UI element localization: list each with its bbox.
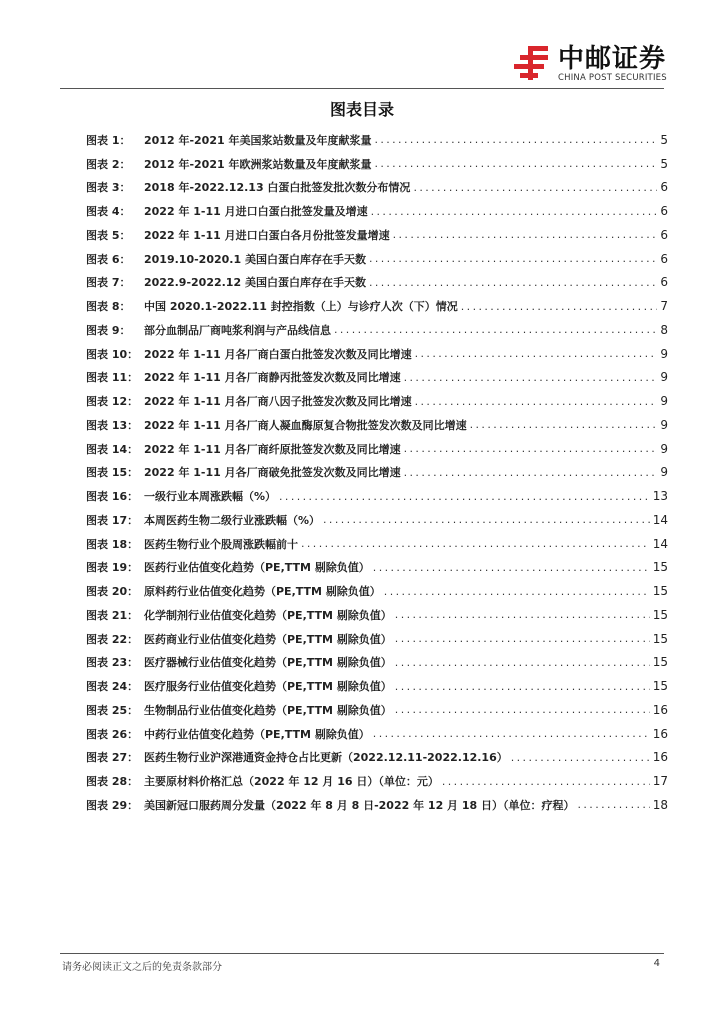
toc-entry-title: 2019.10-2020.1 美国白蛋白库存在手天数 xyxy=(144,252,366,266)
toc-dot-leader xyxy=(404,372,658,383)
toc-entry-page: 9 xyxy=(660,417,668,432)
toc-entry-page: 5 xyxy=(660,156,668,171)
toc-dot-leader xyxy=(279,491,650,502)
toc-entry[interactable] xyxy=(86,223,668,247)
toc-entry-title: 2022 年 1-11 月进口白蛋白各月份批签发量增速 xyxy=(144,228,390,242)
toc-entry[interactable] xyxy=(86,437,668,461)
toc-dot-leader xyxy=(395,657,650,668)
toc-entry-number: 图表 10： xyxy=(86,347,139,361)
toc-entry-title: 化学制剂行业估值变化趋势（PE,TTM 剔除负值） xyxy=(144,608,392,622)
toc-entry[interactable] xyxy=(86,746,668,770)
toc-entry[interactable] xyxy=(86,318,668,342)
toc-entry-page: 8 xyxy=(660,322,668,337)
toc-dot-leader xyxy=(442,776,650,787)
toc-entry[interactable] xyxy=(86,579,668,603)
toc-entry-title: 2022 年 1-11 月各厂商破免批签发次数及同比增速 xyxy=(144,466,401,480)
footer-disclaimer: 请务必阅读正文之后的免责条款部分 xyxy=(62,962,222,973)
toc-entry-page: 15 xyxy=(652,679,668,694)
toc-entry[interactable] xyxy=(86,294,668,318)
toc-entry-title: 中国 2020.1-2022.11 封控指数（上）与诊疗人次（下）情况 xyxy=(144,300,458,314)
toc-entry-page: 6 xyxy=(660,204,668,219)
toc-entry-title: 2022.9-2022.12 美国白蛋白库存在手天数 xyxy=(144,276,366,290)
toc-entry-title: 美国新冠口服药周分发量（2022 年 8 月 8 日-2022 年 12 月 18 日）（单位：疗程） xyxy=(144,798,575,812)
toc-entry-title: 2022 年 1-11 月各厂商静丙批签发次数及同比增速 xyxy=(144,371,401,385)
toc-entry-page: 15 xyxy=(652,655,668,670)
toc-entry-page: 6 xyxy=(660,180,668,195)
toc-dot-leader xyxy=(301,538,650,549)
toc-entry-title: 2022 年 1-11 月各厂商八因子批签发次数及同比增速 xyxy=(144,395,412,409)
toc-entry-number: 图表 12： xyxy=(86,395,139,409)
toc-entry[interactable] xyxy=(86,389,668,413)
toc-entry-number: 图表 11： xyxy=(86,371,139,385)
toc-entry-number: 图表 13： xyxy=(86,418,139,432)
toc-entry-number: 图表 21： xyxy=(86,608,139,622)
toc-entry-number: 图表 20： xyxy=(86,585,139,599)
toc-entry-page: 15 xyxy=(652,631,668,646)
toc-entry-page: 18 xyxy=(652,797,668,812)
toc-dot-leader xyxy=(373,728,650,739)
toc-entry-page: 6 xyxy=(660,275,668,290)
toc-dot-leader xyxy=(334,324,657,335)
toc-entry-page: 14 xyxy=(652,512,668,527)
toc-entry-number: 图表 27： xyxy=(86,751,139,765)
toc-entry-number: 图表 3： xyxy=(86,181,131,195)
footer-divider xyxy=(60,953,664,954)
toc-entry-number: 图表 15： xyxy=(86,466,139,480)
toc-entry[interactable] xyxy=(86,722,668,746)
toc-entry-number: 图表 18： xyxy=(86,537,139,551)
toc-entry-title: 医药商业行业估值变化趋势（PE,TTM 剔除负值） xyxy=(144,632,392,646)
page-number: 4 xyxy=(653,958,660,969)
toc-entry-number: 图表 19： xyxy=(86,561,139,575)
toc-dot-leader xyxy=(374,158,657,169)
toc-dot-leader xyxy=(373,562,650,573)
toc-entry-number: 图表 23： xyxy=(86,656,139,670)
toc-dot-leader xyxy=(415,348,658,359)
toc-entry[interactable] xyxy=(86,152,668,176)
toc-entry[interactable] xyxy=(86,271,668,295)
toc-list xyxy=(86,128,668,817)
toc-dot-leader xyxy=(393,229,658,240)
toc-entry-page: 9 xyxy=(660,394,668,409)
toc-entry-title: 生物制品行业估值变化趋势（PE,TTM 剔除负值） xyxy=(144,703,392,717)
toc-entry[interactable] xyxy=(86,556,668,580)
toc-entry-page: 13 xyxy=(652,489,668,504)
toc-title: 图表目录 xyxy=(329,100,394,119)
toc-entry-number: 图表 24： xyxy=(86,680,139,694)
toc-dot-leader xyxy=(395,633,650,644)
toc-entry[interactable] xyxy=(86,769,668,793)
toc-dot-leader xyxy=(323,514,650,525)
toc-entry-page: 16 xyxy=(652,750,668,765)
toc-entry-title: 2012 年-2021 年美国浆站数量及年度献浆量 xyxy=(144,133,372,147)
toc-entry-number: 图表 28： xyxy=(86,775,139,789)
toc-dot-leader xyxy=(374,134,657,145)
toc-dot-leader xyxy=(404,443,658,454)
toc-entry-number: 图表 14： xyxy=(86,442,139,456)
toc-entry-page: 9 xyxy=(660,370,668,385)
toc-entry-page: 9 xyxy=(660,465,668,480)
toc-entry[interactable] xyxy=(86,247,668,271)
toc-entry-number: 图表 29： xyxy=(86,798,139,812)
toc-entry-number: 图表 17： xyxy=(86,513,139,527)
toc-entry-title: 2022 年 1-11 月各厂商纤原批签发次数及同比增速 xyxy=(144,442,401,456)
toc-entry-page: 6 xyxy=(660,251,668,266)
toc-entry-number: 图表 16： xyxy=(86,490,139,504)
toc-entry[interactable] xyxy=(86,413,668,437)
toc-entry-page: 7 xyxy=(660,299,668,314)
toc-entry-title: 医药生物行业个股周涨跌幅前十 xyxy=(144,537,298,551)
toc-dot-leader xyxy=(371,206,658,217)
toc-entry-title: 医疗器械行业估值变化趋势（PE,TTM 剔除负值） xyxy=(144,656,392,670)
toc-entry-page: 5 xyxy=(660,132,668,147)
toc-entry-page: 15 xyxy=(652,560,668,575)
toc-entry-number: 图表 7： xyxy=(86,276,131,290)
toc-dot-leader xyxy=(470,419,658,430)
toc-entry[interactable] xyxy=(86,128,668,152)
toc-entry-title: 2022 年 1-11 月进口白蛋白批签发量及增速 xyxy=(144,205,368,219)
toc-dot-leader xyxy=(413,182,657,193)
toc-entry-number: 图表 9： xyxy=(86,323,131,337)
toc-entry[interactable] xyxy=(86,342,668,366)
toc-entry-title: 部分血制品厂商吨浆利润与产品线信息 xyxy=(144,323,331,337)
toc-entry[interactable] xyxy=(86,461,668,485)
toc-entry-page: 16 xyxy=(652,702,668,717)
toc-entry-page: 9 xyxy=(660,441,668,456)
toc-dot-leader xyxy=(395,609,650,620)
toc-dot-leader xyxy=(415,396,658,407)
toc-entry-title: 2022 年 1-11 月各厂商人凝血酶原复合物批签发次数及同比增速 xyxy=(144,418,467,432)
toc-entry-number: 图表 8： xyxy=(86,300,131,314)
toc-dot-leader xyxy=(369,253,657,264)
toc-entry[interactable] xyxy=(86,199,668,223)
toc-entry-number: 图表 2： xyxy=(86,157,131,171)
toc-dot-leader xyxy=(395,704,650,715)
toc-dot-leader xyxy=(511,752,650,763)
toc-entry-title: 主要原材料价格汇总（2022 年 12 月 16 日）（单位：元） xyxy=(144,775,439,789)
toc-dot-leader xyxy=(384,586,650,597)
logo-english-name: CHINA POST SECURITIES xyxy=(558,73,667,83)
china-post-logo-icon xyxy=(512,44,552,84)
toc-dot-leader xyxy=(369,277,657,288)
toc-entry-number: 图表 25： xyxy=(86,703,139,717)
toc-entry-number: 图表 22： xyxy=(86,632,139,646)
toc-entry[interactable] xyxy=(86,651,668,675)
toc-entry[interactable] xyxy=(86,532,668,556)
toc-entry[interactable] xyxy=(86,793,668,817)
toc-entry-title: 医药生物行业沪深港通资金持仓占比更新（2022.12.11-2022.12.16） xyxy=(144,751,508,765)
toc-entry-page: 15 xyxy=(652,607,668,622)
toc-entry-number: 图表 5： xyxy=(86,228,131,242)
toc-entry-page: 15 xyxy=(652,584,668,599)
toc-entry-page: 16 xyxy=(652,726,668,741)
toc-entry[interactable] xyxy=(86,627,668,651)
toc-entry-page: 9 xyxy=(660,346,668,361)
toc-entry-title: 医疗服务行业估值变化趋势（PE,TTM 剔除负值） xyxy=(144,680,392,694)
toc-entry-number: 图表 1： xyxy=(86,133,131,147)
toc-entry[interactable] xyxy=(86,508,668,532)
toc-entry-title: 2022 年 1-11 月各厂商白蛋白批签发次数及同比增速 xyxy=(144,347,412,361)
toc-entry-title: 2012 年-2021 年欧洲浆站数量及年度献浆量 xyxy=(144,157,372,171)
company-logo xyxy=(512,44,672,84)
toc-dot-leader xyxy=(395,681,650,692)
toc-entry-page: 14 xyxy=(652,536,668,551)
toc-entry-title: 本周医药生物二级行业涨跌幅（%） xyxy=(144,513,321,527)
logo-chinese-name: 中邮证券 xyxy=(558,44,667,74)
toc-entry[interactable] xyxy=(86,484,668,508)
toc-entry[interactable] xyxy=(86,698,668,722)
toc-entry[interactable] xyxy=(86,176,668,200)
toc-entry-number: 图表 26： xyxy=(86,727,139,741)
toc-entry-number: 图表 6： xyxy=(86,252,131,266)
toc-dot-leader xyxy=(404,467,658,478)
toc-entry[interactable] xyxy=(86,603,668,627)
toc-entry[interactable] xyxy=(86,674,668,698)
toc-entry-title: 2018 年-2022.12.13 白蛋白批签发批次数分布情况 xyxy=(144,181,411,195)
toc-entry[interactable] xyxy=(86,366,668,390)
toc-entry-page: 6 xyxy=(660,227,668,242)
toc-entry-page: 17 xyxy=(652,774,668,789)
header-divider xyxy=(60,88,664,89)
toc-entry-title: 中药行业估值变化趋势（PE,TTM 剔除负值） xyxy=(144,727,370,741)
toc-entry-title: 一级行业本周涨跌幅（%） xyxy=(144,490,277,504)
toc-entry-title: 医药行业估值变化趋势（PE,TTM 剔除负值） xyxy=(144,561,370,575)
toc-entry-number: 图表 4： xyxy=(86,205,131,219)
toc-dot-leader xyxy=(461,301,658,312)
toc-entry-title: 原料药行业估值变化趋势（PE,TTM 剔除负值） xyxy=(144,585,381,599)
toc-dot-leader xyxy=(578,799,650,810)
